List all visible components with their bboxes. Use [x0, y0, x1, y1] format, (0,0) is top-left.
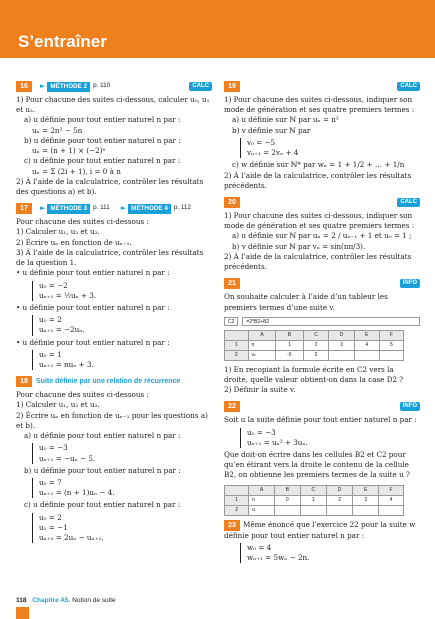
system-line: uₙ₊₁ = −2uₙ.	[39, 325, 85, 335]
page-ref: p. 110	[90, 82, 113, 91]
question: 2) Écrire uₙ en fonction de uₙ₋₁.	[16, 237, 132, 247]
cell	[225, 485, 249, 495]
method-link[interactable]: MÉTHODE 4	[128, 204, 171, 214]
item: a) u définie sur ℕ par uₙ = 2 / uₙ₋₁ + 1 et u₀ = 1 ;	[232, 231, 412, 241]
corner-tab	[16, 607, 29, 619]
title-banner	[0, 0, 435, 58]
cell: 2	[326, 495, 352, 505]
exercise-number: 20	[224, 197, 240, 208]
cell: F	[379, 330, 403, 340]
page-number: 118	[16, 597, 27, 604]
intro: Pour chacune des suites ci-dessous :	[16, 390, 149, 400]
bullet: • u définie pour tout entier naturel n par :	[16, 268, 170, 278]
cell: n	[249, 495, 275, 505]
question: 1) Calculer u₁, u₂ et u₃.	[16, 400, 100, 410]
info-tag: INFO	[400, 279, 420, 288]
cell	[379, 350, 403, 360]
item: a) u définie sur ℕ par uₙ = n³	[232, 115, 339, 125]
exercise-23	[224, 520, 420, 541]
page-ref: p. 112	[171, 204, 194, 213]
item: c) u définie pour tout entier naturel n par :	[24, 500, 181, 510]
chapter-label: Chapitre A5.	[32, 597, 71, 604]
cell: -5	[276, 350, 304, 360]
exercise-21-header	[224, 278, 420, 289]
cell	[353, 505, 379, 515]
cell	[329, 350, 355, 360]
formula: uₙ = (n + 1) × (−2)ⁿ	[32, 146, 106, 156]
cell: 4	[354, 340, 379, 350]
cell: B	[276, 330, 304, 340]
cell: 1	[276, 340, 304, 350]
exercise-number: 22	[224, 401, 240, 412]
cell: A	[249, 485, 275, 495]
cell-ref: C2	[224, 317, 238, 326]
system	[32, 315, 212, 335]
formula-bar	[224, 317, 420, 326]
item: a) u définie pour tout entier naturel n par :	[24, 115, 181, 125]
cell: 1	[300, 495, 326, 505]
item: c) w définie sur ℕ* par wₙ = 1 + 1/2 + … + 1/n	[232, 160, 405, 170]
cell: D	[326, 485, 352, 495]
info-tag: INFO	[400, 402, 420, 411]
exercise-number: 17	[16, 203, 32, 214]
system	[240, 428, 420, 448]
intro: Pour chacune des suites ci-dessous :	[16, 217, 149, 227]
system-line: u₀ = 2	[39, 512, 62, 522]
calc-tag: CALC	[189, 82, 212, 91]
right-column	[224, 78, 420, 565]
item: b) v définie sur ℕ par vₙ = sin(nπ/3).	[232, 241, 366, 251]
cell	[326, 505, 352, 515]
cell: 5	[379, 340, 403, 350]
page-ref: p. 111	[90, 204, 113, 213]
question: 2) Écrire uₙ en fonction de uₙ₋₁ pour les questions a) et b).	[16, 410, 208, 430]
question: 1) Calculer u₁, u₂ et u₃.	[16, 227, 100, 237]
cell: 2	[225, 505, 249, 515]
calc-tag: CALC	[397, 82, 420, 91]
cell: C	[303, 330, 329, 340]
system-line: uₙ₊₁ = ½uₙ + 3.	[39, 290, 97, 300]
cell: 1	[225, 340, 249, 350]
exercise-18-header	[16, 376, 212, 387]
arrow-icon: ►	[40, 81, 46, 90]
cell	[300, 505, 326, 515]
question: Que doit-on écrire dans les cellules B2 et C2 pour qu’en étirant vers la droite le contenu de la cellule B2, on obtienne les premiers termes de la suite u ?	[224, 450, 410, 480]
method-link[interactable]: MÉTHODE 3	[47, 204, 90, 214]
cell: E	[353, 485, 379, 495]
left-column	[16, 78, 212, 545]
intro: Soit u la suite définie pour tout entier naturel n par :	[224, 415, 417, 425]
cell: 2	[225, 350, 249, 360]
cell: E	[354, 330, 379, 340]
formula: uₙ = Σ (2i + 1), i = 0 à n	[32, 166, 121, 176]
system-line: uₙ₊₁ = (n + 1)uₙ − 4.	[39, 488, 115, 498]
calc-tag: CALC	[397, 198, 420, 207]
item: c) u définie pour tout entier naturel n par :	[24, 156, 181, 166]
exercise-22-header	[224, 401, 420, 412]
system-line: w₀ = 4	[247, 542, 272, 552]
system-line: u₁ = −1	[39, 522, 68, 532]
bullet: • u définie pour tout entier naturel n par :	[16, 302, 170, 312]
page-footer	[16, 596, 116, 605]
cell: 2	[303, 350, 329, 360]
system-line: u₀ = −3	[39, 443, 68, 453]
cell	[378, 505, 403, 515]
system-line: u₀ = 1	[39, 349, 62, 359]
exercise-number: 19	[224, 81, 240, 92]
cell: 1	[225, 495, 249, 505]
spreadsheet-22	[224, 485, 404, 516]
method-link[interactable]: MÉTHODE 2	[47, 82, 90, 92]
cell: C	[300, 485, 326, 495]
item: b) v définie sur ℕ par	[232, 125, 311, 135]
exercise-title: Suite définie par une relation de récurrence	[36, 377, 183, 387]
cell: D	[329, 330, 355, 340]
system-line: vₙ₊₁ = 2vₙ + 4	[247, 148, 299, 158]
arrow-icon: ►	[120, 203, 127, 212]
intro: On souhaite calculer à l’aide d’un tableur les premiers termes d’une suite v.	[224, 292, 388, 312]
system-line: uₙ₊₁ = uₙ² + 3uₙ.	[247, 437, 308, 447]
cell: 4	[378, 495, 403, 505]
exercise-number: 18	[16, 376, 32, 387]
system	[32, 281, 212, 301]
exercise-17-header	[16, 203, 212, 214]
cell: A	[248, 330, 276, 340]
system-line: u₀ = −2	[39, 280, 68, 290]
arrow-icon: ►	[40, 203, 46, 212]
system-line: wₙ₊₁ = 5wₙ − 2n.	[247, 553, 310, 563]
item: b) u définie pour tout entier naturel n par :	[24, 135, 181, 145]
cell: 3	[353, 495, 379, 505]
item: a) u définie pour tout entier naturel n par :	[24, 431, 181, 441]
exercise-16-header	[16, 81, 212, 92]
cell: 3	[329, 340, 355, 350]
cell: 2	[303, 340, 329, 350]
question: 2) À l’aide de la calculatrice, contrôler les résultats des questions a) et b).	[16, 176, 204, 196]
system-line: u₀ = 7	[39, 478, 62, 487]
system-line: uₙ₊₂ = 2uₙ − uₙ₊₁.	[39, 533, 104, 543]
system	[32, 443, 212, 463]
cell: n	[248, 340, 276, 350]
exercise-number: 21	[224, 278, 240, 289]
cell: vₙ	[248, 350, 276, 360]
question: 1) Pour chacune des suites ci-dessous, calculer u₀, u₁ et u₂.	[16, 95, 210, 115]
cell: F	[378, 485, 403, 495]
cell: 0	[274, 495, 300, 505]
exercise-text: Même énoncé que l’exercice 22 pour la suite w définie pour tout entier naturel n par :	[224, 519, 416, 540]
cell	[225, 330, 249, 340]
system	[32, 478, 212, 498]
system-line: uₙ₊₁ = −uₙ − 5.	[39, 453, 96, 463]
bullet: • u définie pour tout entier naturel n par :	[16, 337, 170, 347]
exercise-19-header	[224, 81, 420, 92]
question: 2) Définir la suite v.	[224, 385, 296, 395]
system-line: v₀ = −5	[247, 137, 276, 147]
page-title: S’entraîner	[18, 32, 107, 51]
question: 1) En recopiant la formule écrite en C2 vers la droite, quelle valeur obtient-on dans la case D2 ?	[224, 364, 404, 384]
system	[32, 350, 212, 370]
chapter-topic: Notion de suite	[72, 597, 116, 604]
formula-content: =2*B2+B2	[242, 317, 420, 326]
system-line: u₀ = 2	[39, 315, 62, 325]
formula: uₙ = 2n² − 5n	[32, 125, 83, 135]
item: b) u définie pour tout entier naturel n par :	[24, 465, 181, 475]
exercise-number: 23	[224, 520, 240, 531]
question: 1) Pour chacune des suites ci-dessous, indiquer son mode de génération et ses quatre premiers termes :	[224, 95, 415, 115]
system	[240, 543, 420, 563]
cell	[354, 350, 379, 360]
system-line: uₙ₊₁ = nuₙ + 3.	[39, 360, 94, 370]
spreadsheet-21	[224, 330, 404, 361]
cell	[274, 505, 300, 515]
question: 1) Pour chacune des suites ci-dessous, indiquer son mode de génération et ses quatre premiers termes :	[224, 210, 415, 231]
cell: u	[249, 505, 275, 515]
exercise-20-header	[224, 197, 420, 208]
system	[240, 138, 420, 158]
exercise-number: 16	[16, 81, 32, 92]
system-line: u₀ = −3	[247, 427, 276, 437]
question: 3) À l’aide de la calculatrice, contrôler les résultats de la question 1.	[16, 247, 204, 268]
question: 2) À l’aide de la calculatrice, contrôler les résultats précédents.	[224, 251, 412, 272]
system	[32, 513, 212, 544]
cell: B	[274, 485, 300, 495]
question: 2) À l’aide de la calculatrice, contrôler les résultats précédents.	[224, 170, 412, 190]
